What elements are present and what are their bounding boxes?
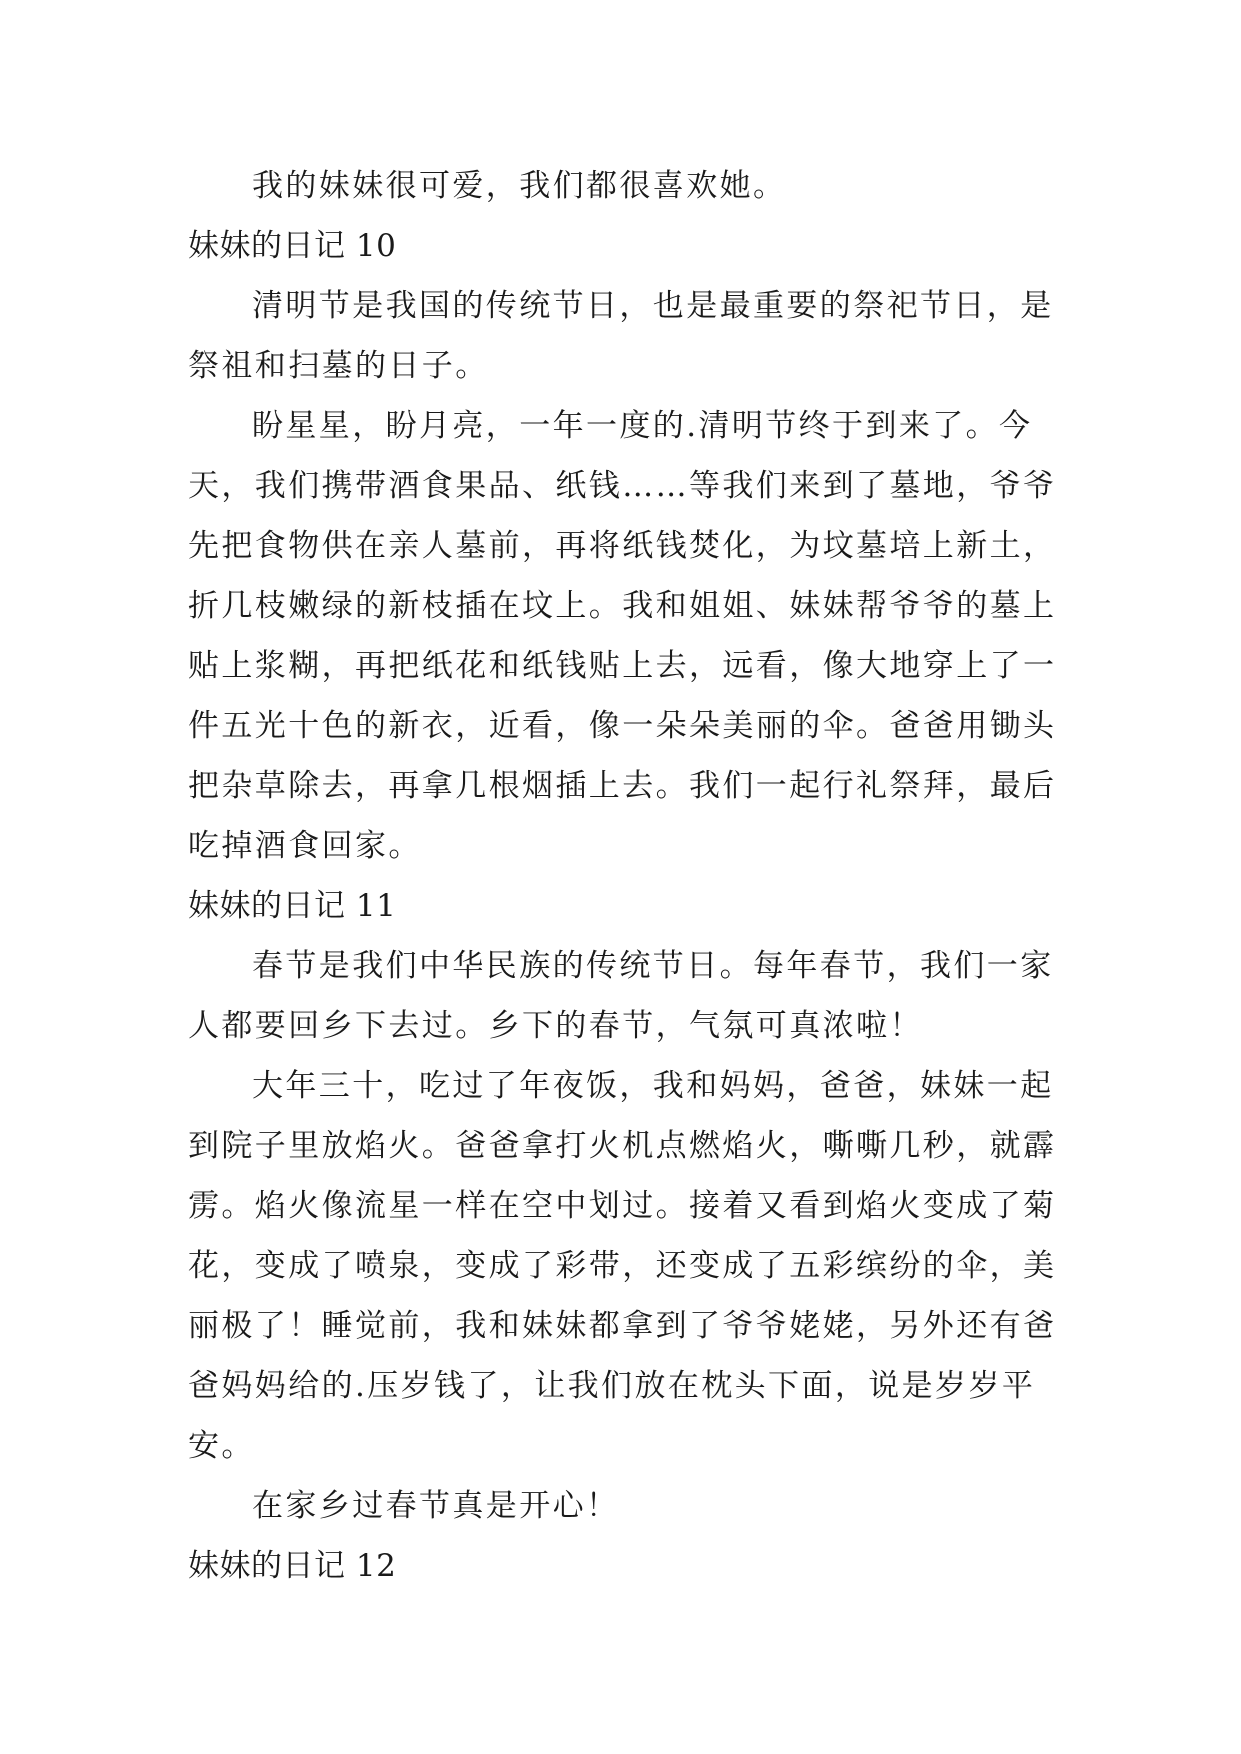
- paragraph-line: 件五光十色的新衣，近看，像一朵朵美丽的伞。爸爸用锄头: [188, 708, 1057, 744]
- paragraph-line: 爸妈妈给的.压岁钱了，让我们放在枕头下面，说是岁岁平: [188, 1368, 1036, 1404]
- diary-heading: 妹妹的日记 10: [188, 228, 397, 264]
- paragraph-line: 贴上浆糊，再把纸花和纸钱贴上去，远看，像大地穿上了一: [188, 648, 1057, 684]
- paragraph-line: 到院子里放焰火。爸爸拿打火机点燃焰火，嘶嘶几秒，就霹: [188, 1128, 1057, 1164]
- paragraph-line: 把杂草除去，再拿几根烟插上去。我们一起行礼祭拜，最后: [188, 768, 1057, 804]
- paragraph-line: 在家乡过春节真是开心！: [252, 1488, 620, 1524]
- paragraph-line: 祭祖和扫墓的日子。: [188, 348, 489, 384]
- paragraph-line: 丽极了！睡觉前，我和妹妹都拿到了爷爷姥姥，另外还有爸: [188, 1308, 1057, 1344]
- paragraph-line: 安。: [188, 1428, 255, 1464]
- diary-heading: 妹妹的日记 11: [188, 888, 397, 924]
- paragraph-line: 折几枝嫩绿的新枝插在坟上。我和姐姐、妹妹帮爷爷的墓上: [188, 588, 1057, 624]
- diary-heading: 妹妹的日记 12: [188, 1548, 397, 1584]
- paragraph-line: 人都要回乡下去过。乡下的春节，气氛可真浓啦！: [188, 1008, 923, 1044]
- paragraph-line: 我的妹妹很可爱，我们都很喜欢她。: [252, 168, 787, 204]
- paragraph-line: 花，变成了喷泉，变成了彩带，还变成了五彩缤纷的伞，美: [188, 1248, 1057, 1284]
- paragraph-line: 大年三十，吃过了年夜饭，我和妈妈，爸爸，妹妹一起: [252, 1068, 1054, 1104]
- paragraph-line: 先把食物供在亲人墓前，再将纸钱焚化，为坟墓培上新土，: [188, 528, 1057, 564]
- paragraph-line: 雳。焰火像流星一样在空中划过。接着又看到焰火变成了菊: [188, 1188, 1057, 1224]
- paragraph-line: 天，我们携带酒食果品、纸钱……等我们来到了墓地，爷爷: [188, 468, 1057, 504]
- paragraph-line: 吃掉酒食回家。: [188, 828, 422, 864]
- paragraph-line: 清明节是我国的传统节日，也是最重要的祭祀节日，是: [252, 288, 1054, 324]
- document-body: [188, 156, 1058, 1596]
- paragraph-line: 盼星星，盼月亮，一年一度的.清明节终于到来了。今: [252, 408, 1033, 444]
- paragraph-line: 春节是我们中华民族的传统节日。每年春节，我们一家: [252, 948, 1054, 984]
